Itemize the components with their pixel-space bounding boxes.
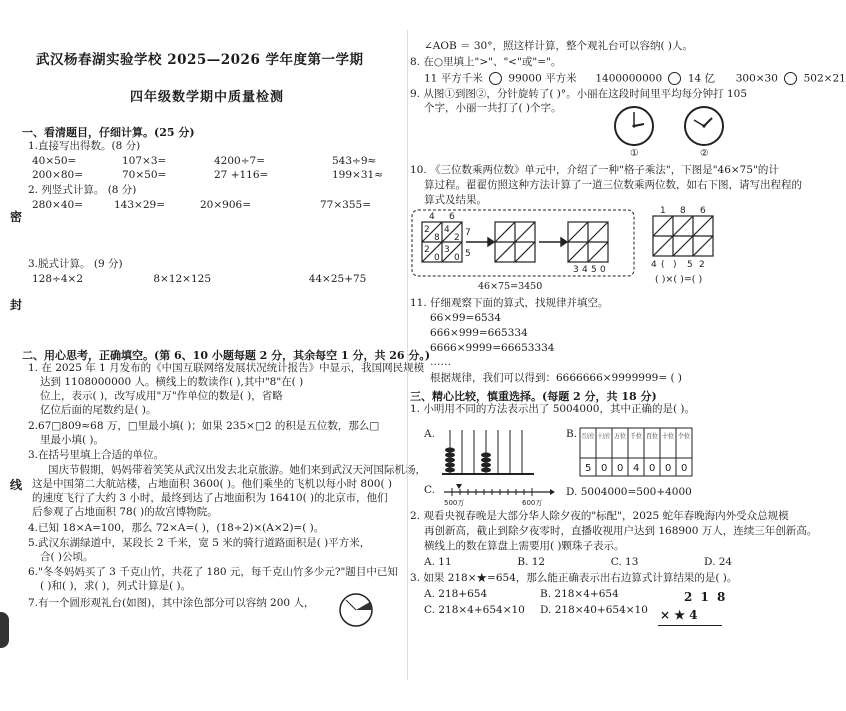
lattice-exercise-figure [645, 204, 725, 272]
lattice-side-digit: 5 [465, 249, 471, 259]
place-digit: 5 [585, 463, 592, 474]
lattice-result-digit: 2 [699, 260, 705, 270]
clock-label: ② [700, 148, 709, 159]
part1-q3-row [32, 273, 366, 286]
oral-calc: 70×50= [122, 169, 167, 181]
lattice-cell: 2 [454, 233, 460, 243]
part2-line: 达到 1108000000 人。横线上的数读作( ),其中"8"在( ) [40, 376, 304, 388]
compare-right: 99000 平方米 [508, 72, 577, 85]
oral-calc: 4200÷7= [214, 155, 265, 167]
oral-calc: 40×50= [32, 155, 77, 167]
q9-line: 个字，小丽一共打了( )个字。 [424, 102, 562, 114]
choice-option[interactable]: B. 218×4+654 [540, 588, 619, 600]
choice-option[interactable]: D. 218×40+654×10 [540, 604, 648, 616]
place-header: 十位 [662, 432, 675, 440]
lattice-top-digit: 6 [449, 212, 455, 222]
lattice-top-digit: 8 [680, 206, 686, 216]
part1-q3-title: 3.脱式计算。 (9 分) [28, 258, 123, 270]
part2-line: 合( )公顷。 [40, 551, 94, 563]
place-digit: 4 [633, 463, 640, 474]
q8-comparisons [424, 72, 846, 86]
oral-calc: 200×80= [32, 169, 83, 181]
vertical-calc: 77×355= [320, 199, 371, 211]
lattice-cell: 0 [434, 253, 440, 263]
part2-line: 5.武汉东湖绿道中，某段长 2 千米，宽 5 米的骑行道路面积是( )平方米， [28, 537, 371, 549]
exam-title: 四年级数学期中质量检测 [130, 90, 285, 105]
place-digit: 0 [665, 463, 672, 474]
part3-q1: 1. 小明用不同的方法表示出了 5004000，其中正确的是( )。 [410, 403, 695, 415]
part2-line: 4.已知 18×A=100，那么 72×A=( )，(18÷2)×(A×2)=( )。 [28, 522, 325, 534]
part2-line: 这是中国第二大航站楼，占地面积 3600( )。他们乘坐的飞机以每小时 800( ) [32, 478, 392, 490]
vertical-multiplication-bottom: × ★ 4 [660, 608, 698, 622]
lattice-cell: 8 [434, 233, 440, 243]
part2-line: 位上，表示( )，改写成用"万"作单位的数是( )，省略 [40, 390, 283, 402]
vertical-calc: 20×906= [200, 199, 251, 211]
school-title: 武汉杨春湖实验学校 2025—2026 学年度第一学期 [36, 52, 364, 68]
vertical-calc: 143×29= [114, 199, 165, 211]
part2-line: ( )和( )，求( )，列式计算是( )。 [40, 580, 192, 592]
part1-q2-title: 2. 列竖式计算。 (8 分) [28, 184, 137, 196]
place-header: 百位 [646, 432, 659, 440]
compare-left: 11 平方千米 [424, 72, 483, 85]
lattice-cell: 3 [444, 245, 450, 255]
place-digit: 0 [681, 463, 688, 474]
compare-circle[interactable] [784, 72, 797, 85]
part1-q1-row1 [32, 155, 422, 168]
part1-q1-row2 [32, 169, 422, 182]
lattice-result-digit: 5 [687, 260, 693, 270]
stepwise-calc: 128÷4×2 [32, 273, 83, 285]
q7-continuation: ∠AOB ＝ 30°，照这样计算，整个观礼台可以容纳( )人。 [424, 40, 694, 52]
lattice-process-figure [410, 208, 640, 288]
lattice-cell: 2 [424, 245, 430, 255]
compare-left: 300×30 [735, 72, 778, 85]
compare-right: 502×21 [803, 72, 846, 85]
compare-circle[interactable] [489, 72, 502, 85]
stepwise-calc: 8×12×125 [153, 273, 212, 285]
part2-line: 的速度飞行了大约 3 小时，最终到达了占地面积为 16410( )的北京市，他们 [32, 492, 388, 504]
q11-line: 66×99=6534 [430, 312, 502, 324]
clock-label: ① [630, 148, 639, 159]
lattice-result-digit: 4 [651, 260, 657, 270]
vertical-multiplication-top: 2 1 8 [684, 590, 728, 604]
choice-option[interactable]: B. 12 [517, 556, 546, 568]
part1-q2-row [32, 199, 410, 212]
choice-option[interactable]: A. 11 [424, 556, 452, 568]
q11-fill: 根据规律，我们可以得到：6666666×9999999= ( ) [430, 372, 682, 384]
number-line-figure [438, 482, 558, 508]
page-edge-mark [0, 612, 9, 648]
part1-q1-title: 1.直接写出得数。(8 分) [28, 140, 141, 152]
option-b-label: B. [566, 428, 578, 440]
oral-calc: 27 +116= [214, 169, 269, 181]
page-divider [407, 30, 408, 680]
part2-line: 亿位后面的尾数约是( )。 [40, 404, 157, 416]
place-value-table [578, 426, 698, 480]
place-header: 个位 [678, 432, 691, 440]
lattice-result-digit: ) [673, 260, 677, 270]
compare-right: 14 亿 [687, 72, 716, 85]
lattice-cell: 2 [424, 225, 430, 235]
number-line-label: 500万 [444, 499, 465, 507]
q11-line: …… [430, 356, 451, 368]
lattice-caption: 46×75=3450 [478, 281, 543, 292]
place-digit: 0 [617, 463, 624, 474]
oral-calc: 199×31≈ [332, 169, 383, 181]
lattice-top-digit: 1 [660, 206, 666, 216]
lattice-cell: 4 [444, 225, 450, 235]
oral-calc: 107×3= [122, 155, 167, 167]
stepwise-calc: 44×25+75 [308, 273, 367, 285]
clock-1-icon [615, 107, 653, 145]
vertical-multiplication-rule [658, 625, 722, 626]
part2-title: 二、用心思考，正确填空。(第 6、10 小题每题 2 分，其余每空 1 分，共 26 分。) [22, 349, 431, 362]
binding-mark-mi: 密 [10, 210, 23, 224]
lattice-result-digit: 3 [573, 265, 579, 275]
q10-line: 10. 《三位数乘两位数》单元中，介绍了一种"格子乘法"，下图是"46×75"的计 [410, 164, 779, 176]
abacus-figure [438, 424, 538, 482]
part3-title: 三、精心比较，慎重选择。(每题 2 分，共 18 分) [410, 390, 657, 403]
number-line-label: 600万 [522, 499, 543, 507]
lattice-top-digit: 4 [429, 212, 435, 222]
choice-option[interactable]: C. 218×4+654×10 [424, 604, 525, 616]
place-header: 千位 [630, 432, 643, 440]
lattice-result-digit: 5 [591, 265, 597, 275]
lattice-top-digit: 6 [700, 206, 706, 216]
option-a-label: A. [424, 428, 435, 440]
option-c-label: C. [424, 484, 435, 496]
place-header: 万位 [614, 432, 627, 440]
lattice-cell: 0 [454, 253, 460, 263]
part3-q2-options [424, 556, 732, 569]
compare-left: 1400000000 [595, 72, 663, 85]
lattice-result-digit: 0 [600, 265, 606, 275]
compare-circle[interactable] [668, 72, 681, 85]
place-digit: 0 [601, 463, 608, 474]
observation-deck-figure [336, 590, 378, 632]
q9-line: 9. 从图①到图②，分针旋转了( )°。小丽在这段时间里平均每分钟打 105 [410, 88, 748, 100]
part2-line: 3.在括号里填上合适的单位。 [28, 449, 165, 461]
clock-2-icon [685, 107, 723, 145]
binding-mark-xian: 线 [10, 478, 23, 492]
part3-q2-line: 再创新高，截止到除夕夜零时，直播收视用户达到 168900 万人，连续三年创新高。 [424, 525, 818, 537]
choice-option[interactable]: C. 13 [610, 556, 639, 568]
part2-line: 2.67□809≈68 万，□里最小填( )；如果 235×□2 的积是五位数，那么□ [28, 420, 380, 432]
q11-title: 11. 仔细观察下面的算式，找规律并填空。 [410, 297, 609, 309]
q11-line: 6666×9999=66653334 [430, 342, 555, 354]
q10-line: 算式及结果。 [424, 194, 487, 206]
place-header: 十万位 [598, 432, 618, 440]
binding-mark-feng: 封 [10, 298, 23, 312]
part2-line: 国庆节假期，妈妈带着笑笑从武汉出发去北京旅游。她们来到武汉天河国际机场， [48, 464, 426, 476]
part1-title: 一、看清题目，仔细计算。(25 分) [22, 126, 195, 139]
q11-line: 666×999=665334 [430, 327, 528, 339]
part3-q3: 3. 如果 218×★=654，那么能正确表示出右边算式计算结果的是( )。 [410, 572, 738, 584]
part3-q2-line: 2. 观看央视春晚是大部分华人除夕夜的"标配"，2025 蛇年春晚海内外受众总规模 [410, 510, 789, 522]
part2-line: 1. 在 2025 年 1 月发布的《中国互联网络发展状况统计报告》中显示，我国网民规模 [28, 362, 425, 374]
place-digit: 0 [649, 463, 656, 474]
lattice-exercise-equation: ( )×( )=( ) [655, 274, 703, 285]
choice-option[interactable]: A. 218+654 [424, 588, 488, 600]
part2-line: 后参观了占地面积 78( )的故宫博物院。 [32, 506, 218, 518]
q10-line: 算过程。翟翟仿照这种方法计算了一道三位数乘两位数，如右下图，请写出程程的 [424, 179, 802, 191]
place-header: 百万位 [582, 432, 602, 440]
part2-line: 7.有一个圆形观礼台(如图)，其中涂色部分可以容纳 200 人， [28, 597, 315, 609]
lattice-result-digit: 4 [582, 265, 588, 275]
option-d: D. 5004000=500+4000 [566, 486, 692, 498]
choice-option[interactable]: D. 24 [704, 556, 733, 568]
lattice-result-digit: ( [661, 260, 665, 270]
part2-line: 里最小填( )。 [40, 434, 105, 446]
q8-title: 8. 在○里填上">"、"<"或"="。 [410, 56, 562, 68]
part2-line: 6."冬冬妈妈买了 3 千克山竹，共花了 180 元，每千克山竹多少元?"题目中已知 [28, 566, 398, 578]
vertical-calc: 280×40= [32, 199, 83, 211]
oral-calc: 543÷9≈ [332, 155, 377, 167]
part3-q2-line: 横线上的数在算盘上需要用( )颗珠子表示。 [424, 540, 625, 552]
lattice-side-digit: 7 [465, 228, 471, 238]
